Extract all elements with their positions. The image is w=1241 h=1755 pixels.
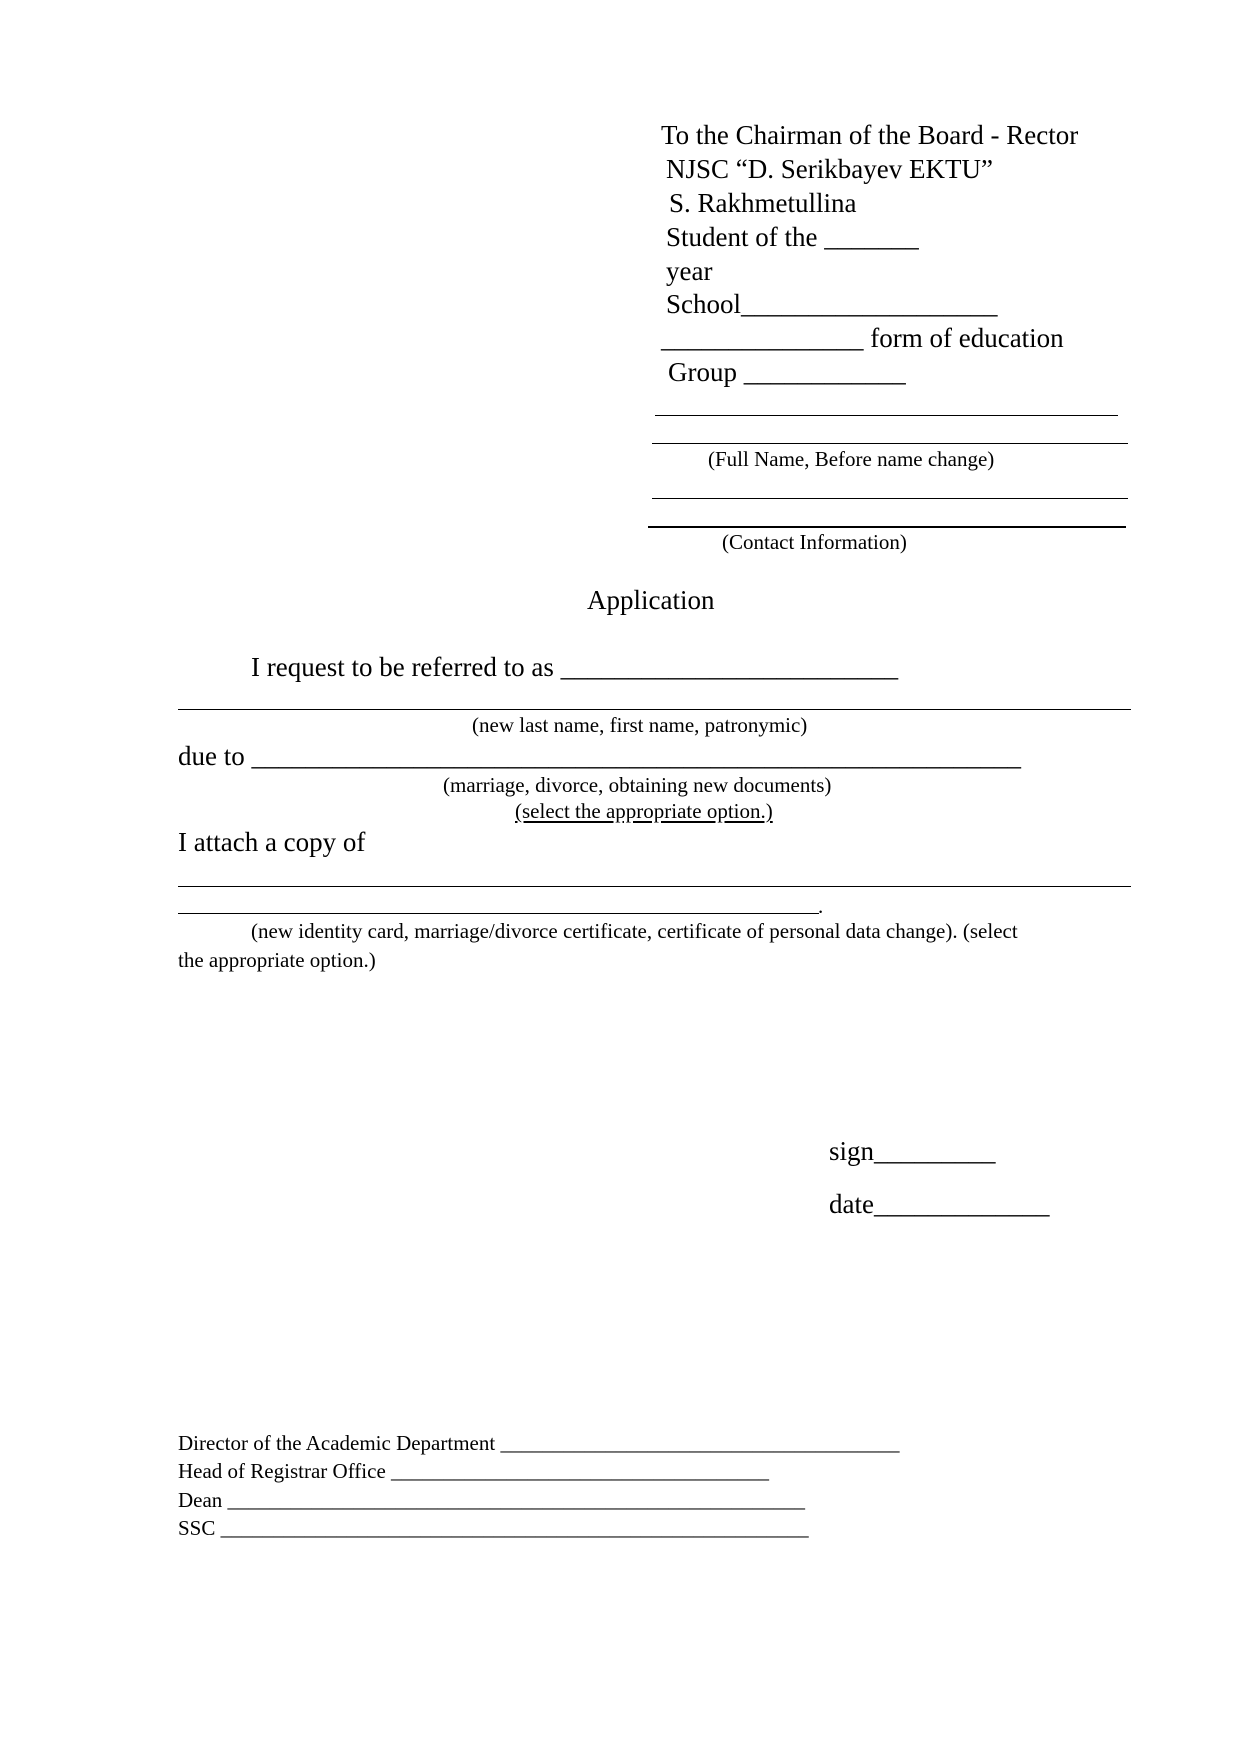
student-year-field[interactable]: Student of the _______ — [666, 222, 919, 252]
approval-director[interactable]: Director of the Academic Department ______________________________________ — [178, 1431, 900, 1455]
contact-line-2[interactable] — [648, 526, 1126, 528]
recipient-line-1: To the Chairman of the Board - Rector — [661, 120, 1079, 150]
contact-line-1[interactable] — [652, 498, 1128, 499]
group-field[interactable]: Group ____________ — [668, 357, 906, 387]
documents-hint-line-1: (new identity card, marriage/divorce certificate, certificate of personal data change). (select — [251, 919, 1018, 943]
attach-label: I attach a copy of — [178, 827, 366, 857]
form-of-education-field[interactable]: _______________ form of education — [661, 323, 1064, 353]
approval-registrar[interactable]: Head of Registrar Office ____________________________________ — [178, 1459, 770, 1483]
approval-dean[interactable]: Dean _______________________________________________________ — [178, 1488, 806, 1512]
date-field[interactable]: date_____________ — [829, 1189, 1050, 1219]
attach-period: . — [818, 894, 824, 918]
page-title: Application — [587, 585, 715, 615]
attach-line-1[interactable] — [178, 886, 1131, 887]
recipient-line-3: S. Rakhmetullina — [669, 188, 857, 218]
full-name-line-1[interactable] — [655, 415, 1118, 416]
due-to-field[interactable]: due to _________________________________________________________ — [178, 741, 1021, 771]
school-field[interactable]: School___________________ — [666, 289, 998, 319]
new-name-hint: (new last name, first name, patronymic) — [472, 713, 808, 737]
select-option-hint: (select the appropriate option.) — [515, 799, 773, 823]
year-label: year — [666, 256, 713, 286]
approval-ssc[interactable]: SSC ________________________________________________________ — [178, 1516, 809, 1540]
attach-line-2[interactable] — [178, 913, 819, 914]
documents-hint-line-2: the appropriate option.) — [178, 948, 376, 972]
full-name-hint: (Full Name, Before name change) — [708, 447, 995, 471]
sign-field[interactable]: sign_________ — [829, 1136, 996, 1166]
new-name-line[interactable] — [178, 709, 1131, 710]
reason-hint: (marriage, divorce, obtaining new documents) — [443, 773, 832, 797]
contact-hint: (Contact Information) — [722, 530, 907, 554]
request-field[interactable]: I request to be referred to as _________________________ — [251, 652, 899, 682]
full-name-line-2[interactable] — [652, 443, 1128, 444]
recipient-line-2: NJSC “D. Serikbayev EKTU” — [666, 154, 993, 184]
